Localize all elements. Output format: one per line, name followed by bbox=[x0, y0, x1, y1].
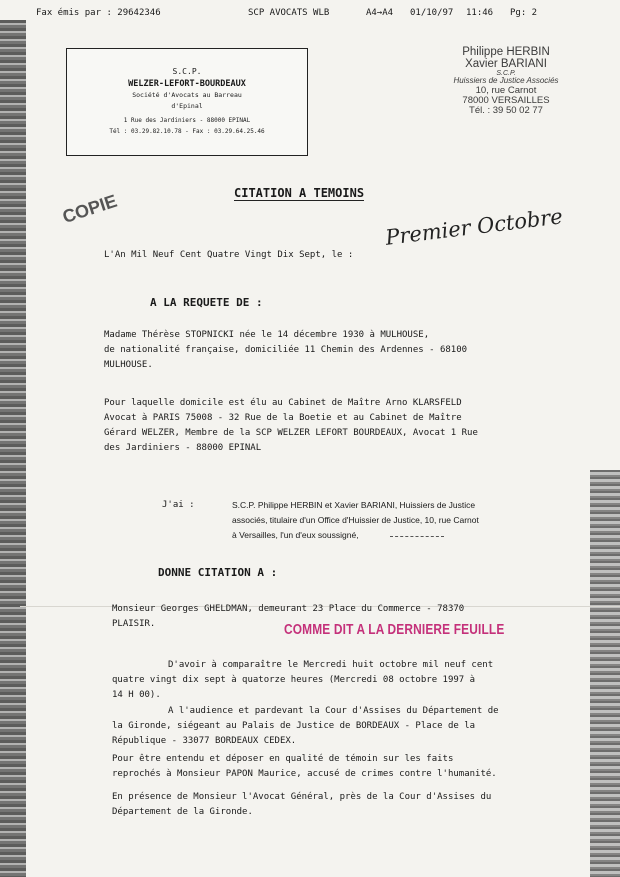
huissier-name-2: Xavier BARIANI bbox=[465, 58, 547, 71]
comparaitre-line-2: quatre vingt dix sept à quatorze heures (Mercredi 08 octobre 1997 à bbox=[112, 675, 476, 685]
huissiers-line-1: S.C.P. Philippe HERBIN et Xavier BARIANI, Huissiers de Justice bbox=[232, 500, 476, 510]
objet-line-2: reprochés à Monsieur PAPON Maurice, accusé de crimes contre l'humanité. bbox=[112, 769, 497, 779]
domicile-line-3: Gérard WELZER, Membre de la SCP WELZER LEFORT BOURDEAUX, Avocat 1 Rue bbox=[104, 428, 478, 438]
huissiers-line-3: à Versailles, l'un d'eux soussigné, bbox=[232, 530, 359, 540]
comparaitre-line-3: 14 H 00). bbox=[112, 690, 161, 700]
huissiers-line-2: associés, titulaire d'un Office d'Huissier de Justice, 10, rue Carnot bbox=[232, 515, 479, 525]
domicile-line-1: Pour laquelle domicile est élu au Cabinet de Maître Arno KLARSFELD bbox=[104, 398, 462, 408]
fax-header bbox=[36, 8, 596, 22]
copie-stamp: COPIE bbox=[60, 190, 120, 228]
huissier-street: 10, rue Carnot bbox=[475, 84, 537, 96]
huissier-tel: Tél. : 39 50 02 77 bbox=[469, 104, 543, 116]
huissier-scp: S.C.P. bbox=[496, 70, 516, 78]
firm-scp: S.C.P. bbox=[172, 67, 202, 76]
jai-label: J'ai : bbox=[162, 500, 195, 510]
scan-edge-left bbox=[0, 20, 26, 877]
huissier-city: 78000 VERSAILLES bbox=[462, 94, 550, 106]
date-line: L'An Mil Neuf Cent Quatre Vingt Dix Sept, le : bbox=[104, 250, 354, 260]
signature-mark bbox=[390, 536, 444, 538]
handwritten-date: Premier Octobre bbox=[384, 204, 564, 250]
huissier-stamp bbox=[436, 46, 576, 116]
firm-name: WELZER-LEFORT-BOURDEAUX bbox=[128, 79, 246, 89]
firm-subtitle-1: Société d'Avocats au Barreau bbox=[132, 91, 242, 99]
presence-line-1: En présence de Monsieur l'Avocat Général, près de la Cour d'Assises du bbox=[112, 792, 492, 802]
fax-format: A4→A4 bbox=[366, 8, 394, 18]
huissier-name-1: Philippe HERBIN bbox=[462, 46, 550, 58]
firm-phone-fax: Tél : 03.29.82.10.78 - Fax : 03.29.64.25.46 bbox=[109, 128, 265, 135]
derniere-feuille-stamp: COMME DIT A LA DERNIERE FEUILLE bbox=[284, 622, 505, 638]
requete-heading: A LA REQUETE DE : bbox=[150, 296, 263, 309]
huissier-title: Huissiers de Justice Associés bbox=[453, 76, 559, 86]
firm-address: 1 Rue des Jardiniers - 88000 EPINAL bbox=[123, 117, 251, 124]
audience-line-2: la Gironde, siégeant au Palais de Justice de BORDEAUX - Place de la bbox=[112, 721, 476, 731]
fax-firm: SCP AVOCATS WLB bbox=[248, 8, 330, 18]
firm-subtitle-2: d'Epinal bbox=[171, 102, 203, 110]
domicile-line-4: des Jardiniers - 88000 EPINAL bbox=[104, 443, 262, 453]
fax-time: 11:46 bbox=[466, 8, 494, 18]
comparaitre-line-1: D'avoir à comparaître le Mercredi huit octobre mil neuf cent bbox=[168, 660, 494, 670]
presence-line-2: Département de la Gironde. bbox=[112, 807, 253, 817]
audience-line-3: République - 33077 BORDEAUX CEDEX. bbox=[112, 736, 297, 746]
requerant-line-2: de nationalité française, domiciliée 11 Chemin des Ardennes - 68100 bbox=[104, 345, 468, 355]
scan-edge-right bbox=[590, 470, 620, 877]
requerant-line-3: MULHOUSE. bbox=[104, 360, 153, 370]
fax-sender: Fax émis par : 29642346 bbox=[36, 8, 161, 18]
document-title: CITATION A TEMOINS bbox=[234, 186, 365, 200]
audience-line-1: A l'audience et pardevant la Cour d'Assises du Département de bbox=[168, 706, 499, 716]
temoin-line-2: PLAISIR. bbox=[112, 619, 156, 629]
domicile-line-2: Avocat à PARIS 75008 - 32 Rue de la Boetie et au Cabinet de Maître bbox=[104, 413, 462, 423]
law-firm-letterhead bbox=[66, 48, 308, 156]
temoin-line-1: Monsieur Georges GHELDMAN, demeurant 23 Place du Commerce - 78370 bbox=[112, 604, 465, 614]
citation-heading: DONNE CITATION A : bbox=[158, 566, 278, 579]
requerant-line-1: Madame Thérèse STOPNICKI née le 14 décembre 1930 à MULHOUSE, bbox=[104, 330, 430, 340]
fax-date: 01/10/97 bbox=[410, 8, 454, 18]
fax-page: Pg: 2 bbox=[510, 8, 538, 18]
objet-line-1: Pour être entendu et déposer en qualité de témoin sur les faits bbox=[112, 754, 454, 764]
